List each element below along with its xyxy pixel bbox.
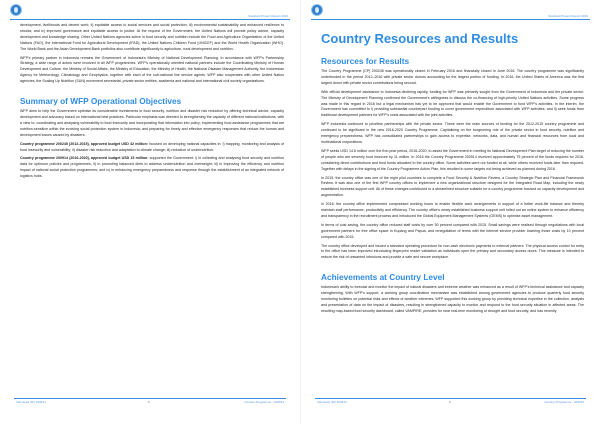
page-number: 5	[148, 400, 150, 404]
paragraph: WFP aims to help the Government optimise its considerable investments in food security, nutrition and disaster risk reduction by offering technical advice, capacity development and advocacy based on international best practices. Particular emphasis was directed to strengthening the capacity of different national institutions, with a view to: coordinating and analysing vulnerability to food insecurity and incorporating that information into policy; implementing food assistance programmes that are nutrition-sensitive within the evolving social protection system in Indonesia; and preparing for timely and effective emergency responses that reduce the human and development losses caused by disasters.	[20, 109, 284, 137]
section-heading-operational-objectives: Summary of WFP Operational Objectives	[20, 96, 182, 107]
footer-right-text: Country Programme - 200914	[544, 400, 584, 404]
wfp-logo-icon	[10, 4, 22, 16]
left-page-content	[20, 23, 284, 183]
page-title: Country Resources and Results	[321, 31, 519, 46]
paragraph: The country office developed and issued a standard operating procedure for non-cash electronic payments to external partners. The physical access control for entry to the office has been improved introducing fingerprint reader validation as individuals open the primary and secondary access doors. This measure is intended to reduce the risk of unwanted intrusions and provide a safe and secure workplace.	[321, 243, 584, 260]
footer-right-text: Country Programme - 200914	[244, 400, 284, 404]
paragraph: WFP's primary partner in Indonesia remains the Government of Indonesia's Ministry of National Development Planning. In accordance with WFP's Partnership Strategy, a wide range of actors were involved in all WFP programmes. WFP's operationally oriented national partners include the Coordinating Ministry of Human Development and Culture, the Ministry of Social Affairs, the Ministry of Education, the Ministry of Health, the National Disaster Management Authority, the Indonesian Agency for Meteorology, Climatology and Geophysics, together with each of the sub-national line service agents. WFP also cooperates with other United Nation agencies, the Scaling Up Nutrition (SUN) movement secretariat, private sector entities, academia and national and international civil society organizations.	[20, 55, 284, 84]
programme-paragraph	[20, 156, 284, 180]
programme-title: Country programme 200245 (2012-2015), approved budget USD 42 million:	[20, 141, 149, 146]
programme-text: supported the Government: i) in collecting and analysing food security and nutrition data for optimum policies and programmes; ii) in promoting balanced diets to address undernutrition and overweight; iii) in improving the efficiency and nutrition impact of national social protection programmes; and iv) in enhancing emergency preparedness and response through the establishment of an integrated network of logistics hubs.	[20, 156, 284, 179]
paragraph: In terms of cost saving, the country office reduced staff costs by over 50 percent compared with 2015. Small savings were realised through negotiations with local government partners for free office space in Kupang and Papua, and renegotiation of terms with the internet service provider lowering those costs by 10 percent compared with 2015.	[321, 222, 584, 239]
header-report-title: Standard Project Report 2016	[248, 14, 288, 18]
section-heading-resources: Resources for Results	[321, 56, 410, 66]
programme-title: Country programme 200914 (2016-2020), approved budget USD 15 million:	[20, 156, 149, 161]
paragraph: WFP Indonesia continued to prioritise partnerships with the private sector. These were the main sources of funding for the 2012-2015 country programme and continued to be significant in the new 2016-2020 Country Programme. Capitalising on the burgeoning role of the private sector in food security, nutrition and emergency preparedness, WFP has consolidated partnerships to gain access to expertise, networks, data, and human and financial resources from local and multinational corporations.	[321, 122, 584, 144]
section-heading-achievements: Achievements at Country Level	[321, 272, 445, 283]
footer-rule	[315, 398, 586, 399]
paragraph: The Country Programme (CP) 200245 was operationally closed in February 2016 and financially closed in June 2016. The country programme was significantly underfunded in the period 2012–2016 with private sector donors accounting for the largest portion of funding. In 2016, the United States of America was the first largest donor with private sector contributions being second.	[321, 69, 584, 85]
header-rule	[311, 19, 590, 20]
page-number: 6	[449, 400, 451, 404]
footer-rule	[14, 398, 286, 399]
footer-left-text: Indonesia (ID) 200914	[16, 400, 46, 404]
right-page-content	[321, 23, 584, 318]
paragraph: With official development assistance to Indonesia declining rapidly, funding for WFP was primarily sought from the Government of Indonesia and the private sector. The Ministry of Development Planning confirmed the Government's willingness to discuss the co-financing of high-priority United Nations activities. Some progress was made in this regard in 2016 but a legal mechanism has yet to be approved that would enable the Government to fund WFP's activities. In the interim, the Government has committed to i) providing substantial counterpart funding to cover government expenditure associated with WFP activities; and ii) seek funds from traditional development partners for WFP's costs associated with the joint activities.	[321, 89, 584, 118]
paragraph: development, livelihoods and decent work; ii) equitable access to social services and social protection; iii) environmental sustainability and enhanced resilience to shocks; and iv) improved governance and equitable access to justice. At the request of the Government, the United Nations will provide policy advice, capacity development and knowledge sharing. Other United Nations agencies active in food security and nutrition include the Food and Agriculture Organization of the United Nations (FAO), the International Fund for Agricultural Development (IFAD), the United Nations Children Fund (UNICEF) and the World Health Organization (WHO). The World Bank and the Asian Development Bank portfolios also contribute significantly to agriculture, rural development and nutrition.	[20, 23, 284, 51]
paragraph: In 2015, the country office was one of the eight pilot countries to complete a Food Security & Nutrition Review, a Country Strategic Plan and Financial Framework Review. It was also one of the first WFP country offices to implement a new organizational structure designed for the Integrated Road Map, including the newly established business support unit. All of these changes contributed to a streamlined structure suitable for a country programme focused on capacity development and augmentation.	[321, 175, 584, 198]
paragraph: WFP seeks USD 14.6 million over the five-year period, 2016-2020, to assist the Government in meeting its National Development Plan target of reducing the number of people who are severely food insecure by 11 million. In 2016 the Country Programme 200914 received approximately 75 percent of the funds required for 2016, considering direct contributions and trust funds allocated to the country office. Some activities were not funded at all, while others received funds later than required. Together with delays in the signing of the Country Programme Action Plan, this resulted in some targets not being achieved as planned during 2016.	[321, 148, 584, 171]
header-report-title: Standard Project Report 2016	[548, 14, 588, 18]
paragraph: Indonesia's ability to forecast and monitor the impact of natural disasters and extreme weather was enhanced as a result of WFP's technical assistance and capacity strengthening. With WFP's support, a working group coordination mechanism was established among government agencies to produce quarterly food security monitoring bulletins on potential risks and effects of weather extremes. WFP supported this working group by providing technical expertise in the collection, analysis and presentation of data on the impact of disasters, resulting in strengthened capacity to monitor and respond to the food security situation in affected areas. The resulting map-based food security dashboard, called VAMPIRE, provides for near real-time monitoring of drought and food security, and has recently	[321, 285, 584, 313]
programme-text: focused on developing national capacities in: i) mapping, monitoring and analysis of food insecurity and vulnerability; ii) disaster risk reduction and adaptation to climate change; iii) reduction of undernutrition.	[20, 141, 284, 152]
footer-left-text: Indonesia (ID) 200914	[317, 400, 347, 404]
header-rule	[10, 19, 290, 20]
paragraph: In 2016, the country office implemented compressed working hours to enable flexible work arrangements in support of a better work-life balance and thereby maintain staff performance, productivity and efficiency. The country office's newly established business support unit rolled out an online system to enhance efficiency and transparency in the recruitment process and introduced the Global Equipment Management Systems (GEMS) to optimise asset management.	[321, 202, 584, 218]
wfp-logo-icon	[311, 4, 323, 16]
right-page	[300, 0, 600, 424]
programme-paragraph	[20, 142, 284, 154]
